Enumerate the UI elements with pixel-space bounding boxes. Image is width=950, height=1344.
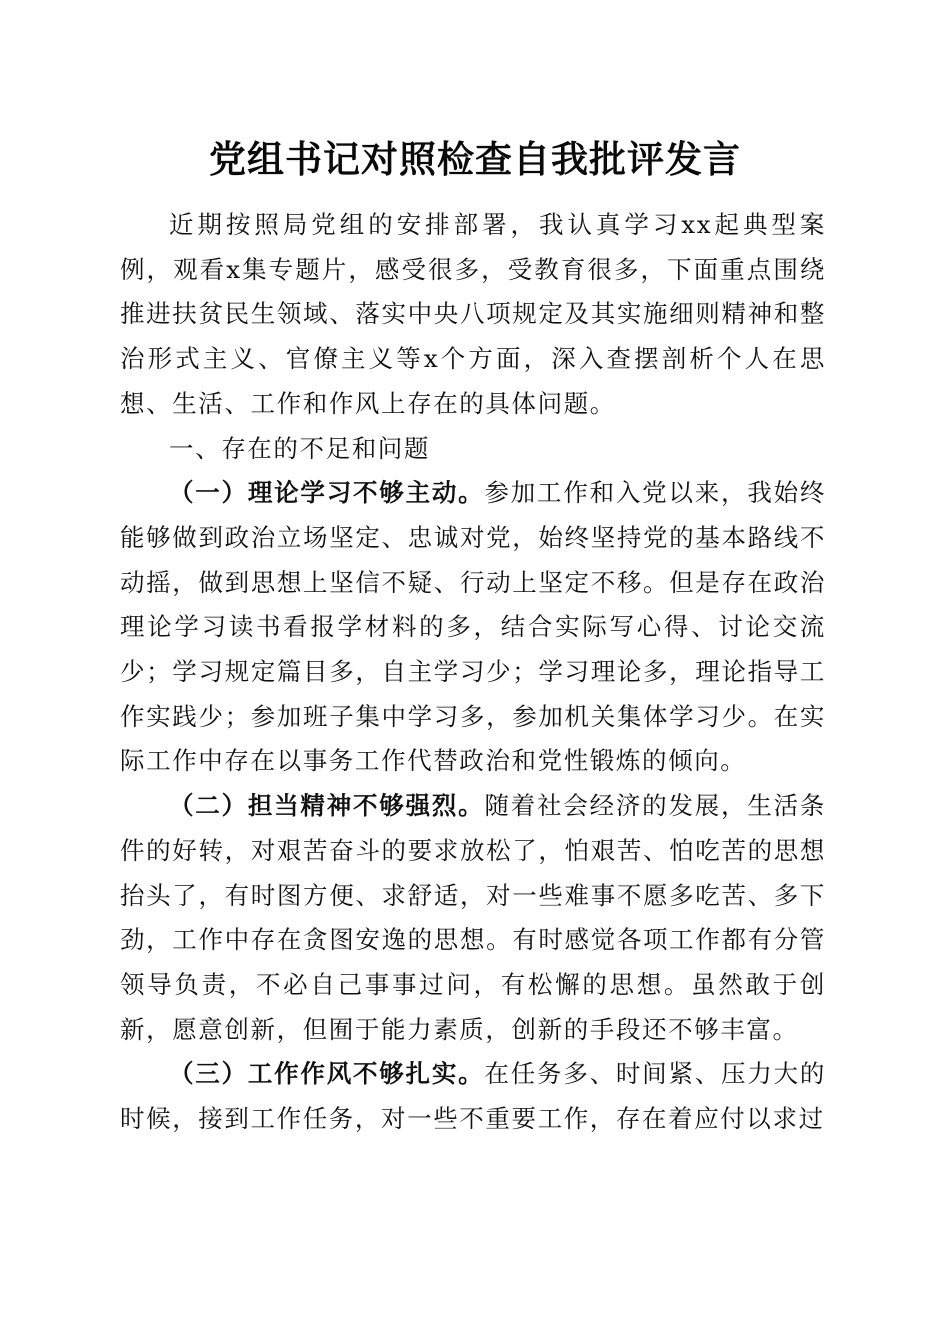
problem-item-3-heading: （三）工作作风不够扎实。 <box>169 1059 485 1089</box>
problem-item-2-text: 随着社会经济的发展，生活条件的好转，对艰苦奋斗的要求放松了，怕艰苦、怕吃苦的思想抬头了，有时图方便、求舒适，对一些难事不愿多吃苦、多下劲，工作中存在贪图安逸的思想。有时感觉各项工作都有分管领导负责，不必自己事事过问，有松懈的思想。虽然敢于创新，愿意创新，但囿于能力素质，创新的手段还不够丰富。 <box>120 791 826 1044</box>
problem-item-3 <box>120 1052 826 1141</box>
section-heading-problems: 一、存在的不足和问题 <box>169 433 430 463</box>
problem-item-3-text: 在任务多、时间紧、压力大的时候，接到工作任务，对一些不重要工作，存在着应付以求过 <box>120 1059 826 1134</box>
problem-item-1-heading: （一）理论学习不够主动。 <box>169 478 485 508</box>
document-body <box>120 203 826 1142</box>
problem-item-1 <box>120 471 826 784</box>
problem-item-2 <box>120 784 826 1052</box>
problem-item-1-text: 参加工作和入党以来，我始终能够做到政治立场坚定、忠诚对党，始终坚持党的基本路线不动摇，做到思想上坚信不疑、行动上坚定不移。但是存在政治理论学习读书看报学材料的多，结合实际写心得、讨论交流少；学习规定篇目多，自主学习少；学习理论多，理论指导工作实践少；参加班子集中学习多，参加机关集体学习少。在实际工作中存在以事务工作代替政治和党性锻炼的倾向。 <box>120 478 826 776</box>
intro-paragraph: 近期按照局党组的安排部署，我认真学习xx起典型案例，观看x集专题片，感受很多，受教育很多，下面重点围绕推进扶贫民生领域、落实中央八项规定及其实施细则精神和整治形式主义、官僚主义等x个方面，深入查摆剖析个人在思想、生活、工作和作风上存在的具体问题。 <box>120 210 826 418</box>
document-title: 党组书记对照检查自我批评发言 <box>209 137 741 181</box>
problem-item-2-heading: （二）担当精神不够强烈。 <box>169 791 485 821</box>
